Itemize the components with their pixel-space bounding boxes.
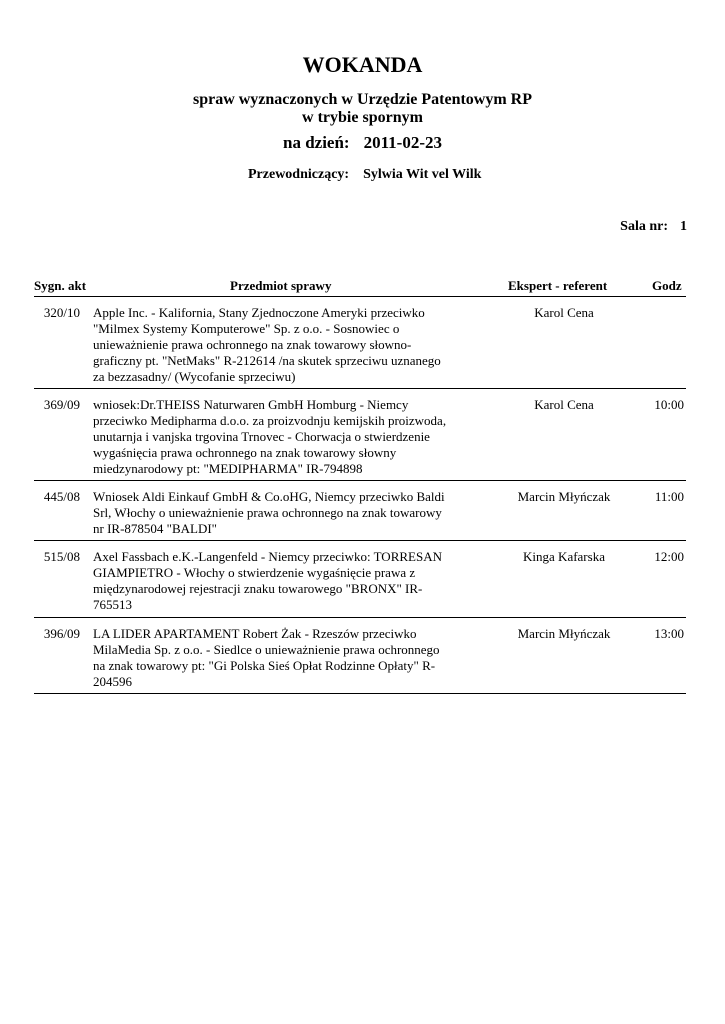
case-description	[93, 305, 455, 385]
description-line: wygaśnięcia prawa ochronnego na znak towarowy słowny	[93, 445, 397, 460]
row-divider	[34, 617, 686, 618]
expert-name: Marcin Młyńczak	[517, 489, 611, 504]
row-divider	[34, 540, 686, 541]
case-number: 515/08	[43, 549, 80, 564]
date-value: 2011-02-23	[363, 133, 442, 152]
case-description	[93, 549, 455, 613]
description-line: Axel Fassbach e.K.-Langenfeld - Niemcy przeciwko: TORRESAN	[93, 549, 442, 564]
case-number: 320/10	[43, 305, 80, 320]
description-line: za bezzasadny/ (Wycofanie sprzeciwu)	[93, 369, 296, 384]
description-line: międzynarodowej rejestracji znaku towarowego "BRONX" IR-	[93, 581, 423, 596]
page-title: WOKANDA	[302, 52, 423, 77]
hearing-time: 13:00	[654, 626, 684, 641]
case-number: 369/09	[43, 397, 80, 412]
case-number: 445/08	[43, 489, 80, 504]
row-divider	[34, 388, 686, 389]
description-line: nr IR-878504 "BALDI"	[93, 521, 217, 536]
description-line: unutarnja i vanjska trgovina Trnovec - Chorwacja o stwierdzenie	[93, 429, 430, 444]
description-line: Srl, Włochy o unieważnienie prawa ochronnego na znak towarowy	[93, 505, 442, 520]
description-line: na znak towarowy pt: "Gi Polska Sieś Opłat Rodzinne Opłaty" R-	[93, 658, 436, 673]
subtitle-line-2: w trybie spornym	[302, 109, 423, 126]
case-description	[93, 397, 455, 477]
description-line: MilaMedia Sp. z o.o. - Siedlce o unieważnienie prawa ochronnego	[93, 642, 440, 657]
description-line: unieważnienie prawa ochronnego na znak towarowy słowno-	[93, 337, 412, 352]
description-line: Apple Inc. - Kalifornia, Stany Zjednoczone Ameryki przeciwko	[93, 305, 425, 320]
description-line: 765513	[93, 597, 132, 612]
hearing-time: 11:00	[654, 489, 684, 504]
case-description	[93, 489, 455, 537]
description-line: 204596	[93, 674, 132, 689]
column-header-ekspert: Ekspert - referent	[508, 278, 608, 293]
description-line: graficzny pt. "NetMaks" R-212614 /na skutek sprzeciwu uznanego	[93, 353, 441, 368]
expert-name: Marcin Młyńczak	[517, 626, 611, 641]
description-line: Wniosek Aldi Einkauf GmbH & Co.oHG, Niemcy przeciwko Baldi	[93, 489, 445, 504]
room-label: Sala nr:	[620, 219, 668, 234]
case-number: 396/09	[43, 626, 80, 641]
description-line: LA LIDER APARTAMENT Robert Żak - Rzeszów przeciwko	[93, 626, 417, 641]
room-row	[620, 219, 687, 235]
room-value: 1	[680, 219, 687, 234]
hearing-time: 12:00	[654, 549, 684, 564]
row-divider	[34, 693, 686, 694]
hearing-time: 10:00	[654, 397, 684, 412]
date-label: na dzień:	[283, 133, 350, 152]
column-header-sygn: Sygn. akt	[34, 278, 87, 293]
description-line: przeciwko Medipharma d.o.o. za proizvodnju kemijskih proizwoda,	[93, 413, 447, 428]
description-line: "Milmex Systemy Komputerowe" Sp. z o.o. - Sosnowiec o	[93, 321, 400, 336]
expert-name: Kinga Kafarska	[523, 549, 605, 564]
column-header-przedmiot: Przedmiot sprawy	[230, 278, 332, 293]
column-header-godz: Godz	[652, 278, 682, 293]
chair-value: Sylwia Wit vel Wilk	[363, 167, 482, 182]
description-line: GIAMPIETRO - Włochy o stwierdzenie wygaśnięcie prawa z	[93, 565, 416, 580]
date-row	[0, 133, 725, 153]
subtitle-line-1: spraw wyznaczonych w Urzędzie Patentowym RP	[192, 91, 533, 108]
chair-row	[248, 167, 481, 183]
row-divider	[34, 480, 686, 481]
description-line: wniosek:Dr.THEISS Naturwaren GmbH Homburg - Niemcy	[93, 397, 409, 412]
expert-name: Karol Cena	[534, 397, 594, 412]
header-divider	[34, 296, 686, 297]
expert-name: Karol Cena	[534, 305, 594, 320]
chair-label: Przewodniczący:	[248, 167, 350, 182]
case-description	[93, 626, 455, 690]
description-line: miedzynarodowy pt: "MEDIPHARMA" IR-794898	[93, 461, 363, 476]
